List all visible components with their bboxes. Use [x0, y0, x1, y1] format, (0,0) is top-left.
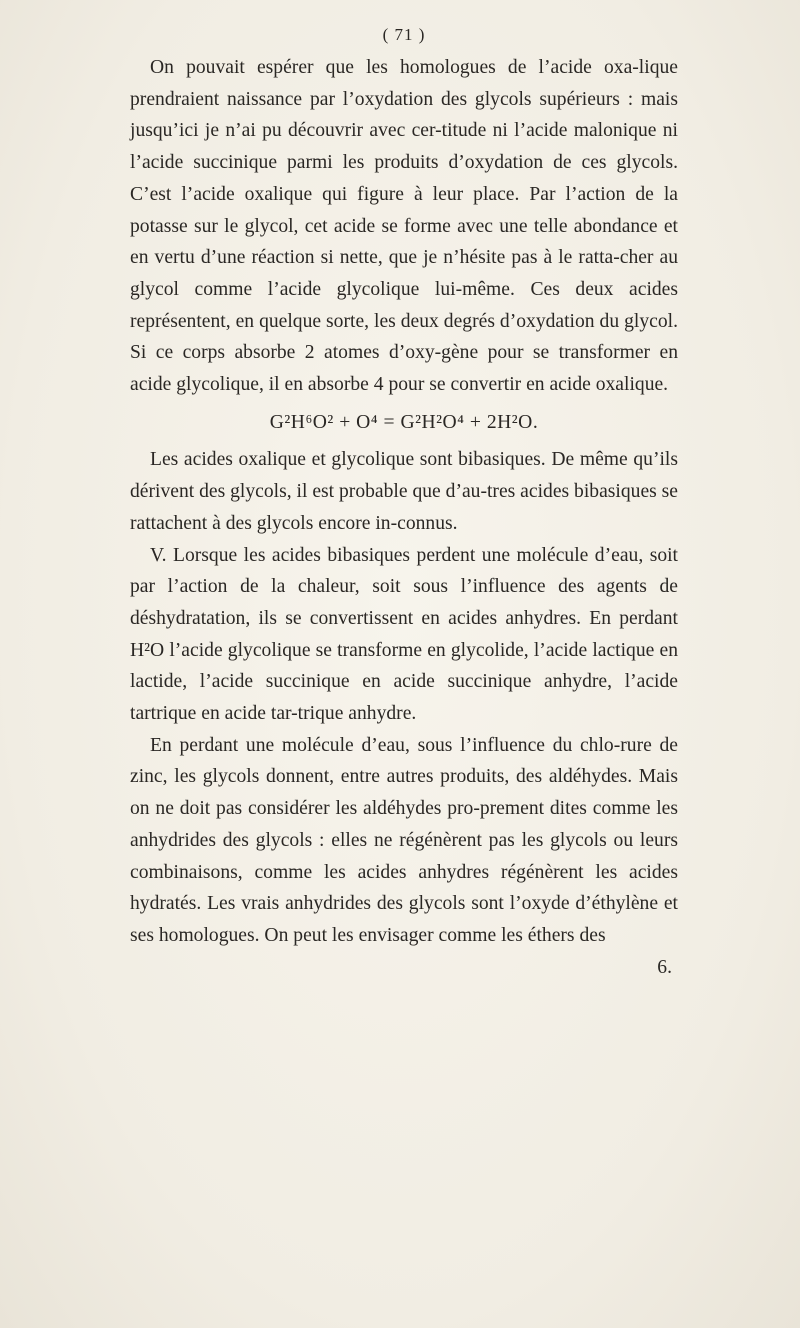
page-number: ( 71 ) [382, 25, 426, 44]
paragraph-1: On pouvait espérer que les homologues de l’acide oxa-lique prendraient naissance par l’oxydation des glycols supérieurs : mais jusqu’ici je n’ai pu découvrir avec cer-titude ni l’acide malonique ni l’acide succinique parmi les produits d’oxydation de ces glycols. C’est l’acide oxalique qui figure à leur place. Par l’action de la potasse sur le glycol, cet acide se forme avec une telle abondance et en vertu d’une réaction si nette, que je n’hésite pas à le ratta-cher au glycol comme l’acide glycolique lui-même. Ces deux acides représentent, en quelque sorte, les deux degrés d’oxydation du glycol. Si ce corps absorbe 2 atomes d’oxy-gène pour se transformer en acide glycolique, il en absorbe 4 pour se convertir en acide oxalique. [130, 57, 678, 396]
paragraph-4: En perdant une molécule d’eau, sous l’influence du chlo-rure de zinc, les glycols donnent, entre autres produits, des aldéhydes. Mais on ne doit pas considérer les aldéhydes pro-prement dites comme les anhydrides des glycols : elles ne régénèrent pas les glycols ou leurs combinaisons, comme les acides anhydres régénèrent les acides hydratés. Les vrais anhydrides des glycols sont l’oxyde d’éthylène et ses homologues. On peut les envisager comme les éthers des [130, 734, 678, 946]
paragraph-3: V. Lorsque les acides bibasiques perdent une molécule d’eau, soit par l’action de la chaleur, soit sous l’influence des agents de déshydratation, ils se convertissent en acides anhydres. En perdant H²O l’acide glycolique se transforme en glycolide, l’acide lactique en lactide, l’acide succinique en acide succinique anhydre, l’acide tartrique en acide tar-trique anhydre. [130, 544, 678, 725]
chemical-equation: G²H⁶O² + O⁴ = G²H²O⁴ + 2H²O. [269, 411, 539, 433]
text-block [130, 22, 678, 983]
paragraph-2: Les acides oxalique et glycolique sont bibasiques. De même qu’ils dérivent des glycols, il est probable que d’au-tres acides bibasiques se rattachent à des glycols encore in-connus. [130, 449, 678, 534]
signature-mark: 6. [657, 956, 672, 978]
